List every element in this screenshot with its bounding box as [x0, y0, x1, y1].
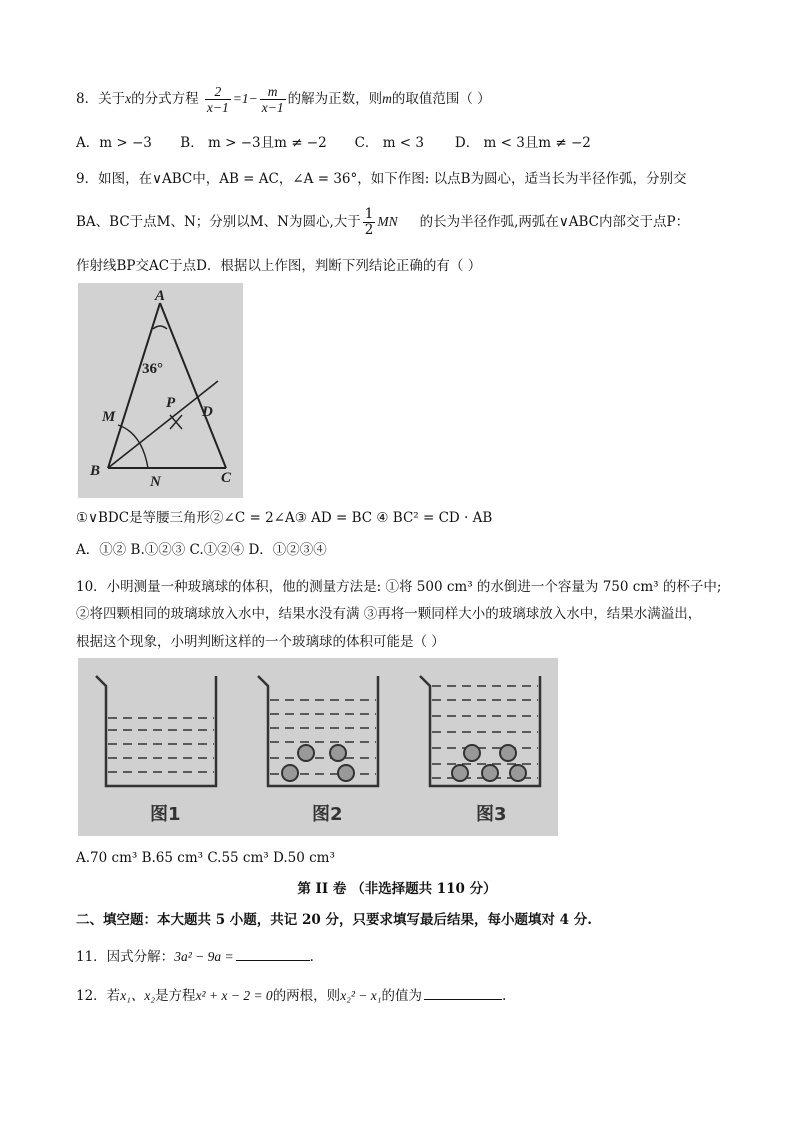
- q8-option-d[interactable]: D． m < 3且m ≠ −2: [454, 135, 591, 151]
- angle-a-arc: [153, 326, 167, 329]
- section2-instructions: 二、填空题：本大题共 5 小题，共记 20 分，只要求填写最后结果，每小题填对 4 分.: [76, 912, 592, 928]
- question-12: [76, 985, 506, 1005]
- ball: [510, 765, 526, 781]
- label-p: P: [166, 395, 176, 411]
- q11-answer-blank[interactable]: [236, 946, 310, 961]
- q8-frac-right-num: m: [260, 84, 286, 100]
- triangle-figure: [78, 283, 243, 498]
- label-fig3: 图3: [476, 804, 507, 825]
- q10-options[interactable]: A.70 cm³ B.65 cm³ C.55 cm³ D.50 cm³: [76, 850, 335, 866]
- label-a: A: [155, 288, 166, 304]
- question-8: [76, 84, 491, 115]
- q8-option-a[interactable]: A．m > −3: [76, 135, 152, 151]
- q9-line2: [76, 207, 689, 238]
- ball: [464, 745, 480, 761]
- q8-mid2: 的解为正数，则: [287, 91, 383, 107]
- q9-fraction-half: [363, 207, 376, 238]
- q12-answer-blank[interactable]: [424, 985, 502, 1000]
- q11-prefix: 11．因式分解：: [76, 949, 175, 965]
- ball: [482, 765, 498, 781]
- q8-var-m: m: [382, 91, 392, 106]
- q9-line1: 9．如图，在∨ABC中，AB = AC，∠A = 36°，如下作图: 以点B为圆心，适当长为半径作弧，分别交: [76, 171, 687, 187]
- label-n: N: [150, 474, 161, 490]
- q8-fraction-left: [205, 84, 231, 115]
- q12-mid: 是方程: [155, 988, 196, 1004]
- q12-prefix: 12．若: [76, 988, 121, 1004]
- q8-suffix: 的取值范围（ ）: [391, 91, 491, 107]
- arc-cross-p: [170, 415, 182, 429]
- q8-frac-left-num: 2: [205, 84, 231, 100]
- q8-mid1: 的分式方程: [131, 91, 199, 107]
- q11-suffix: .: [309, 949, 314, 965]
- ray-bp: [108, 381, 218, 468]
- q8-frac-left-den: x−1: [206, 100, 229, 115]
- q9-options[interactable]: A．①② B.①②③ C.①②④ D．①②③④: [76, 542, 327, 558]
- section2-title: 第 II 卷 （非选择题共 110 分）: [297, 881, 497, 897]
- label-c: C: [221, 470, 232, 486]
- q10-line3: 根据这个现象，小明判断这样的一个玻璃球的体积可能是（ ）: [76, 634, 445, 650]
- ball: [500, 745, 516, 761]
- q8-option-c[interactable]: C． m < 3: [354, 135, 424, 151]
- triangle-diagram: [78, 283, 243, 498]
- arc-mn: [118, 425, 148, 468]
- q8-options: [76, 134, 591, 152]
- q10-line2: ②将四颗相同的玻璃球放入水中，结果水没有满 ③再将一颗同样大小的玻璃球放入水中，结果水满溢出，: [76, 606, 702, 622]
- q12-mid2: 的两根，则: [272, 988, 341, 1004]
- beakers-diagram: [78, 658, 558, 836]
- q10-line1: 10．小明测量一种玻璃球的体积，他的测量方法是: ①将 500 cm³ 的水倒进一个容量为 750 cm³ 的杯子中;: [76, 579, 722, 595]
- q12-equation: x² + x − 2 = 0: [195, 988, 273, 1003]
- label-fig2: 图2: [312, 804, 343, 825]
- q9-line2-a: BA、BC于点M、N；分别以M、N为圆心,大于: [76, 214, 361, 230]
- ball: [338, 765, 354, 781]
- q8-fraction-right: [260, 84, 286, 115]
- beakers-figure: [78, 658, 558, 836]
- q9-frac-den: 2: [364, 222, 374, 238]
- label-fig1: 图1: [150, 804, 181, 825]
- side-ab: [108, 303, 160, 468]
- q9-statements: ①∨BDC是等腰三角形②∠C = 2∠A③ AD = BC ④ BC² = CD · AB: [76, 510, 493, 526]
- q11-expr: 3a² − 9a =: [174, 949, 234, 964]
- ball: [282, 765, 298, 781]
- side-ac: [160, 303, 226, 468]
- beaker-1: [96, 676, 216, 786]
- q9-line2-b: 的长为半径作弧,两弧在∨ABC内部交于点P：: [419, 214, 690, 230]
- ball: [298, 745, 314, 761]
- q8-option-b[interactable]: B． m > −3且m ≠ −2: [180, 135, 327, 151]
- beaker-2: [258, 676, 378, 786]
- label-36deg: 36°: [142, 361, 163, 377]
- q8-var-x: x: [125, 91, 132, 106]
- q9-frac-num: 1: [364, 206, 374, 222]
- label-b: B: [90, 463, 101, 479]
- ball: [330, 745, 346, 761]
- label-m: M: [102, 409, 116, 425]
- q12-suffix: 的值为: [381, 988, 422, 1004]
- q12-vars: x₁、x₂: [120, 988, 156, 1003]
- q8-prefix: 8．关于: [76, 91, 126, 107]
- ball: [452, 765, 468, 781]
- q12-end: .: [501, 988, 507, 1004]
- q9-mn: MN: [377, 214, 398, 229]
- q8-frac-right-den: x−1: [261, 100, 284, 115]
- label-d: D: [202, 404, 213, 420]
- question-11: [76, 946, 314, 966]
- q8-eq-mid: =1−: [232, 91, 258, 106]
- q9-line3: 作射线BP交AC于点D．根据以上作图，判断下列结论正确的有（ ）: [76, 258, 482, 274]
- q12-expression: x₂² − x₁: [340, 988, 382, 1003]
